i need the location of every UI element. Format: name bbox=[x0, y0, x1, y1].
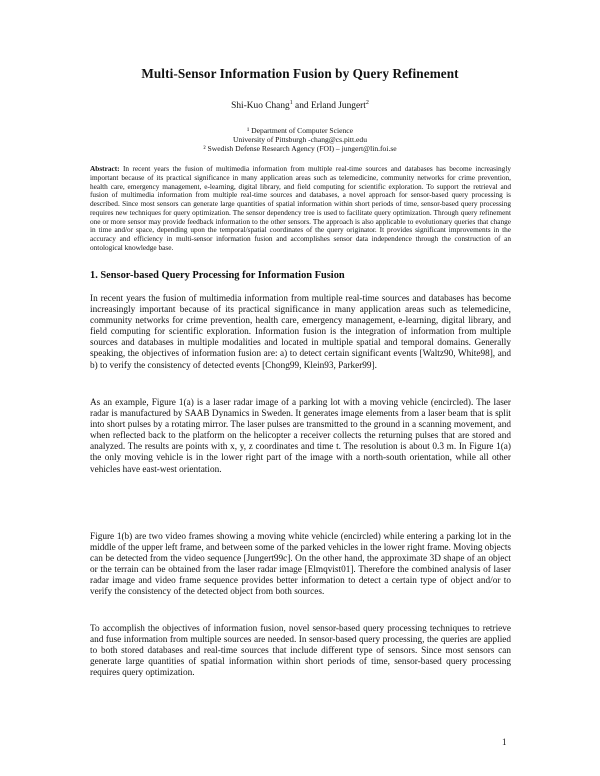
author-name: Shi-Kuo Chang bbox=[231, 101, 290, 112]
abstract-label: Abstract: bbox=[90, 164, 120, 173]
author-affiliation-mark: 1 bbox=[289, 100, 293, 106]
author-affiliation-mark: 2 bbox=[365, 100, 369, 106]
body-paragraph: Figure 1(b) are two video frames showing a moving white vehicle (encircled) while entering a parking lot in the middle of the upper left frame, and between some of the parked vehicles in the lower right frame. Moving objects can be detected from the video sequence [Jungert99c]. On the other hand, the approximate 3D shape of an object or the terrain can be obtained from the laser radar image [Elmqvist01]. Therefore the combined analysis of laser radar image and video frame sequence provides better information to detect a certain type of object and/or to verify the consistency of the detected object from both sources. bbox=[90, 532, 511, 598]
affiliation-line: ² Swedish Defense Research Agency (FOI) – jungert@lin.foi.se bbox=[203, 144, 397, 154]
affiliation-line: ¹ Department of Computer Science bbox=[246, 126, 354, 135]
paper-title: Multi-Sensor Information Fusion by Query Refinement bbox=[141, 66, 459, 81]
body-paragraph: In recent years the fusion of multimedia information from multiple real-time sources and databases has become increasingly important because of its practical significance in many application areas such as telemedicine, community networks for crime prevention, health care, emergency management, e-learning, digital library, and field computing for scientific exploration. Information fusion is the integration of information from multiple sources and databases in multiple modalities and located in multiple spatial and temporal domains. Generally speaking, the objectives of information fusion are: a) to detect certain significant events [Waltz90, White98], and b) to verify the consistency of detected events [Chong99, Klein93, Parker99]. bbox=[90, 294, 511, 371]
author-name: Erland Jungert bbox=[310, 101, 366, 112]
affiliations bbox=[0, 126, 600, 153]
author-conjunction: and bbox=[292, 101, 311, 112]
abstract bbox=[90, 165, 511, 253]
abstract-text: In recent years the fusion of multimedia information from multiple real-time sources and databases has become increasingly important because of its practical significance in many application areas such as telemedicine, community networks for crime prevention, health care, emergency management, e-learning, digital library, and field computing for scientific exploration. To support the retrieval and fusion of multimedia information from multiple real-time sources and databases, a novel approach for sensor-based query processing is described. Since most sensors can generate large quantities of spatial information within short periods of time, sensor-based query processing requires new techniques for query optimization. The sensor dependency tree is used to facilitate query optimization. Through query refinement one or more sensor may provide feedback information to the other sensors. The approach is also applicable to evolutionary queries that change in time and/or space, depending upon the temporal/spatial coordinates of the query originator. It provides significant improvements in the accuracy and efficiency in multi-sensor information fusion and accomplishes sensor data independence through the construction of an ontological knowledge base. bbox=[90, 164, 511, 252]
affiliation-line: University of Pittsburgh -chang@cs.pitt.edu bbox=[232, 135, 368, 145]
body-paragraph: To accomplish the objectives of information fusion, novel sensor-based query processing techniques to retrieve and fuse information from multiple sources are needed. In sensor-based query processing, the queries are applied to both stored databases and real-time sources that include different type of sensors. Since most sensors can generate large quantities of spatial information within short periods of time, sensor-based query processing requires query optimization. bbox=[90, 624, 511, 679]
section-heading: 1. Sensor-based Query Processing for Information Fusion bbox=[90, 270, 345, 281]
author-line bbox=[0, 100, 600, 111]
page-number: 1 bbox=[502, 737, 507, 747]
body-paragraph: As an example, Figure 1(a) is a laser radar image of a parking lot with a moving vehicle (encircled). The laser radar is manufactured by SAAB Dynamics in Sweden. It generates image elements from a laser beam that is split into short pulses by a rotating mirror. The laser pulses are transmitted to the ground in a scanning movement, and when reflected back to the platform on the helicopter a receiver collects the returning pulses that are stored and analyzed. The results are points with x, y, z coordinates and time t. The resolution is about 0.3 m. In Figure 1(a) the only moving vehicle is in the lower right part of the image with a north-south orientation, while all other vehicles have east-west orientation. bbox=[90, 398, 511, 475]
